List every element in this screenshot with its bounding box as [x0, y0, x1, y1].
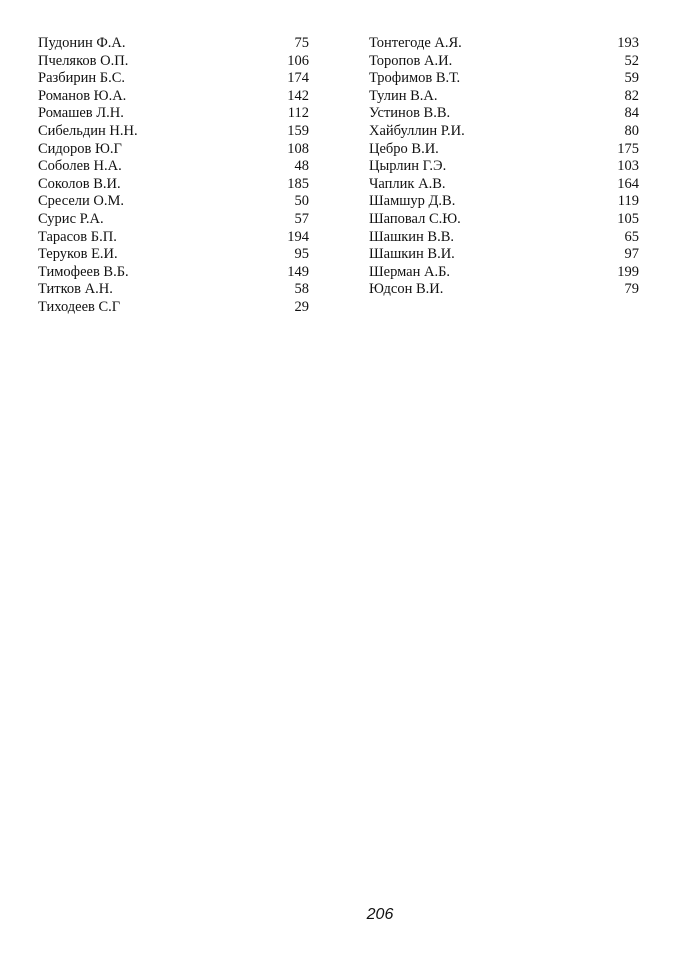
author-name: Чаплик А.В.: [369, 175, 446, 192]
page-reference: 65: [624, 228, 639, 245]
author-name: Торопов А.И.: [369, 52, 453, 69]
author-name: Титков А.Н.: [38, 281, 113, 298]
index-entry: [38, 246, 309, 264]
page-reference: 105: [617, 210, 639, 227]
index-entry: [38, 53, 309, 71]
author-name: Устинов В.В.: [369, 105, 451, 122]
index-entry: [38, 88, 309, 106]
index-entry: [369, 281, 639, 299]
author-name: Пчеляков О.П.: [38, 52, 129, 69]
page-reference: 57: [294, 210, 309, 227]
index-entry: [369, 229, 639, 247]
index-entry: [38, 299, 309, 317]
author-name: Теруков Е.И.: [38, 246, 118, 263]
author-name: Трофимов В.Т.: [369, 70, 461, 87]
author-name: Романов Ю.А.: [38, 87, 127, 104]
page-reference: 159: [287, 122, 309, 139]
index-entry: [369, 141, 639, 159]
page-reference: 59: [624, 70, 639, 87]
index-entry: [38, 193, 309, 211]
page-reference: 175: [617, 140, 639, 157]
author-name: Тимофеев В.Б.: [38, 263, 129, 280]
author-name: Разбирин Б.С.: [38, 70, 126, 87]
index-entry: [369, 35, 639, 53]
index-entry: [369, 193, 639, 211]
page-reference: 97: [624, 246, 639, 263]
page-reference: 50: [294, 193, 309, 210]
page-reference: 185: [287, 175, 309, 192]
page-reference: 149: [287, 263, 309, 280]
index-entry: [38, 281, 309, 299]
page-reference: 79: [624, 281, 639, 298]
author-name: Ромашев Л.Н.: [38, 105, 124, 122]
index-entry: [38, 176, 309, 194]
author-name: Сресели О.М.: [38, 193, 125, 210]
index-entry: [369, 123, 639, 141]
author-name: Шерман А.Б.: [369, 263, 451, 280]
author-name: Сибельдин Н.Н.: [38, 122, 138, 139]
page-reference: 199: [617, 263, 639, 280]
author-name: Сидоров Ю.Г: [38, 140, 122, 157]
author-name: Сурис Р.А.: [38, 210, 104, 227]
index-entry: [38, 211, 309, 229]
page-reference: 108: [287, 140, 309, 157]
author-name: Юдсон В.И.: [369, 281, 444, 298]
index-entry: [38, 264, 309, 282]
page-reference: 52: [624, 52, 639, 69]
page-reference: 58: [294, 281, 309, 298]
author-name: Цырлин Г.Э.: [369, 158, 447, 175]
index-entry: [369, 158, 639, 176]
index-entry: [38, 70, 309, 88]
page-reference: 106: [287, 52, 309, 69]
page-reference: 103: [617, 158, 639, 175]
index-entry: [38, 35, 309, 53]
index-entry: [369, 246, 639, 264]
author-name: Хайбуллин Р.И.: [369, 122, 465, 139]
page-reference: 142: [287, 87, 309, 104]
author-name: Цебро В.И.: [369, 140, 439, 157]
author-name: Соколов В.И.: [38, 175, 121, 192]
author-name: Тарасов Б.П.: [38, 228, 117, 245]
author-name: Соболев Н.А.: [38, 158, 122, 175]
author-name: Тиходеев С.Г: [38, 298, 121, 315]
page-reference: 164: [617, 175, 639, 192]
index-entry: [369, 211, 639, 229]
index-entry: [369, 53, 639, 71]
index-entry: [369, 88, 639, 106]
author-name: Пудонин Ф.А.: [38, 35, 126, 51]
index-entry: [38, 123, 309, 141]
index-entry: [38, 105, 309, 123]
author-name: Шаповал С.Ю.: [369, 210, 461, 227]
author-index-left-column: [38, 35, 309, 317]
author-name: Тулин В.А.: [369, 87, 438, 104]
page-reference: 174: [287, 70, 309, 87]
page-reference: 75: [294, 35, 309, 51]
index-entry: [38, 229, 309, 247]
page-number: 206: [366, 906, 394, 923]
index-entry: [369, 176, 639, 194]
index-entry: [38, 158, 309, 176]
page-reference: 95: [294, 246, 309, 263]
index-entry: [369, 264, 639, 282]
page-reference: 84: [624, 105, 639, 122]
page-reference: 80: [624, 122, 639, 139]
author-name: Шашкин В.И.: [369, 246, 455, 263]
page-reference: 194: [287, 228, 309, 245]
page-reference: 29: [294, 298, 309, 315]
page-reference: 193: [617, 35, 639, 51]
page-reference: 119: [617, 193, 639, 210]
page-reference: 112: [287, 105, 309, 122]
index-entry: [38, 141, 309, 159]
index-entry: [369, 70, 639, 88]
author-name: Тонтегоде А.Я.: [369, 35, 462, 51]
page-reference: 82: [624, 87, 639, 104]
index-entry: [369, 105, 639, 123]
author-name: Шамшур Д.В.: [369, 193, 456, 210]
author-name: Шашкин В.В.: [369, 228, 455, 245]
page-reference: 48: [294, 158, 309, 175]
author-index-right-column: [369, 35, 639, 299]
